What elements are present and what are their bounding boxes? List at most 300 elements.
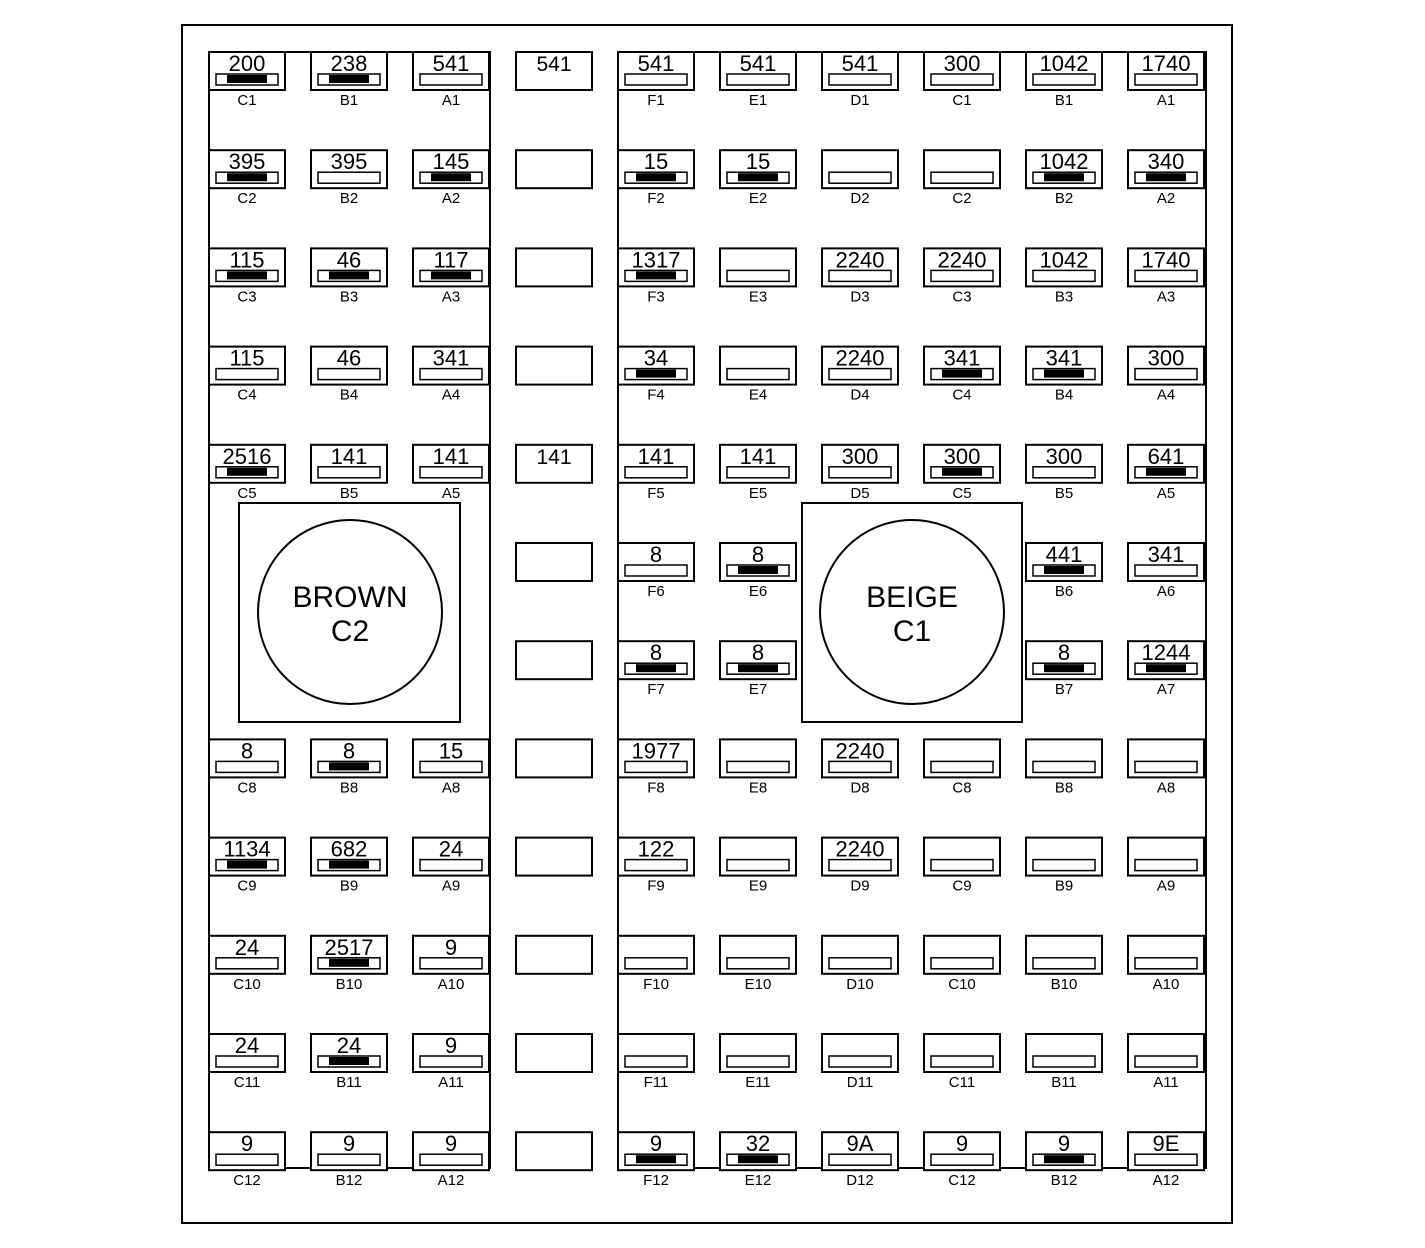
terminal-cavity (720, 542, 796, 600)
cavity-slot (829, 172, 891, 183)
circuit-number: 300 (943, 443, 981, 469)
terminal-cavity (618, 444, 694, 502)
terminal-cavity (618, 837, 694, 895)
terminal-cavity (720, 936, 796, 993)
middle-cavity-outline (516, 641, 592, 679)
circuit-number: 24 (438, 836, 464, 862)
cavity-label: E4 (748, 386, 768, 404)
middle-circuit-number: 541 (536, 53, 572, 76)
cavity-label: B6 (1054, 583, 1074, 600)
circuit-number: 24 (234, 1033, 260, 1058)
circuit-number: 1977 (631, 738, 681, 764)
cavity-slot (625, 1056, 687, 1067)
terminal-fill-bar (329, 1057, 369, 1065)
circuit-number: 300 (1147, 345, 1185, 371)
connector-c1-marker (802, 503, 1022, 722)
cavity-slot (1135, 761, 1197, 772)
terminal-cavity (720, 444, 796, 502)
terminal-fill-bar (738, 566, 778, 574)
terminal-fill-bar (1044, 370, 1084, 378)
terminal-cavity (311, 1131, 387, 1189)
cavity-label: A9 (441, 877, 461, 895)
middle-cavity-outline (516, 1132, 592, 1170)
cavity-label: D10 (846, 975, 874, 993)
cavity-label: F11 (643, 1074, 669, 1091)
circuit-number: 300 (841, 443, 879, 469)
terminal-fill-bar (636, 271, 676, 279)
circuit-number: 24 (234, 934, 260, 960)
cavity-label: A4 (1156, 386, 1176, 404)
terminal-cavity (720, 149, 796, 207)
terminal-cavity (311, 1033, 387, 1091)
cavity-label: C4 (952, 386, 972, 404)
terminal-cavity (209, 1131, 285, 1189)
circuit-number: 9 (444, 1033, 458, 1058)
terminal-cavity (1026, 542, 1102, 600)
circuit-number: 15 (745, 149, 771, 175)
circuit-number: 1042 (1039, 51, 1089, 76)
terminal-cavity (413, 738, 489, 796)
terminal-cavity (209, 346, 285, 404)
terminal-fill-bar (636, 664, 676, 672)
circuit-number: 341 (432, 345, 470, 371)
circuit-number: 541 (432, 51, 470, 76)
middle-cavity (516, 543, 592, 581)
cavity-label: F9 (647, 877, 665, 895)
terminal-cavity (924, 936, 1000, 993)
terminal-cavity (209, 738, 285, 796)
terminal-cavity (1128, 838, 1204, 895)
terminal-cavity (413, 149, 489, 207)
cavity-label: F12 (643, 1172, 669, 1190)
terminal-fill-bar (227, 173, 267, 181)
cavity-slot (727, 1056, 789, 1067)
terminal-cavity (413, 1033, 489, 1091)
terminal-cavity (618, 346, 694, 404)
middle-cavity (516, 936, 592, 974)
cavity-label: E9 (748, 877, 768, 895)
cavity-label: B2 (339, 190, 359, 208)
cavity-label: C4 (237, 386, 257, 404)
circuit-number: 341 (943, 345, 981, 371)
terminal-cavity (924, 346, 1000, 404)
cavity-label: D3 (850, 288, 870, 306)
cavity-label: B11 (1051, 1074, 1077, 1091)
terminal-fill-bar (1146, 664, 1186, 672)
circuit-number: 395 (330, 149, 368, 175)
terminal-fill-bar (1044, 173, 1084, 181)
circuit-number: 541 (841, 51, 879, 76)
cavity-slot (727, 860, 789, 871)
terminal-cavity (924, 1131, 1000, 1189)
terminal-cavity (822, 837, 898, 895)
circuit-number: 300 (943, 51, 981, 76)
terminal-cavity (1128, 346, 1204, 404)
circuit-number: 1740 (1141, 51, 1191, 76)
middle-cavity (516, 150, 592, 188)
cavity-label: B1 (1054, 92, 1074, 109)
cavity-label: B8 (339, 779, 359, 797)
circuit-number: 2240 (835, 836, 885, 862)
terminal-cavity (413, 1131, 489, 1189)
cavity-label: F7 (647, 681, 665, 699)
terminal-cavity (1026, 149, 1102, 207)
middle-cavity-outline (516, 936, 592, 974)
circuit-number: 8 (1057, 640, 1071, 666)
terminal-fill-bar (1146, 468, 1186, 476)
cavity-label: A1 (441, 92, 461, 109)
terminal-cavity (1026, 247, 1102, 305)
cavity-label: C2 (237, 190, 257, 208)
cavity-label: C12 (948, 1172, 976, 1190)
terminal-cavity (924, 1034, 1000, 1091)
cavity-slot (727, 761, 789, 772)
circuit-number: 682 (330, 836, 368, 862)
middle-cavity (516, 248, 592, 286)
circuit-number: 1042 (1039, 149, 1089, 175)
terminal-fill-bar (431, 271, 471, 279)
middle-cavity (516, 838, 592, 876)
cavity-label: B4 (339, 386, 359, 404)
terminal-cavity (720, 640, 796, 698)
terminal-cavity (822, 936, 898, 993)
cavity-label: F4 (647, 386, 665, 404)
terminal-cavity (1128, 1131, 1204, 1189)
cavity-label: B4 (1054, 386, 1074, 404)
cavity-label: A10 (437, 975, 465, 993)
cavity-slot (931, 172, 993, 183)
terminal-fill-bar (227, 861, 267, 869)
cavity-label: D4 (850, 386, 870, 404)
circuit-number: 541 (637, 51, 675, 76)
circuit-number: 238 (330, 51, 368, 76)
middle-cavity (516, 641, 592, 679)
terminal-fill-bar (738, 173, 778, 181)
terminal-cavity (618, 149, 694, 207)
circuit-number: 9E (1152, 1131, 1180, 1157)
cavity-label: B2 (1054, 190, 1074, 208)
terminal-fill-bar (738, 1155, 778, 1163)
terminal-cavity (1128, 149, 1204, 207)
cavity-label: A6 (1156, 583, 1176, 600)
terminal-fill-bar (636, 173, 676, 181)
circuit-number: 9 (1057, 1131, 1071, 1157)
terminal-fill-bar (329, 861, 369, 869)
cavity-label: B9 (1054, 877, 1074, 895)
cavity-slot (829, 1056, 891, 1067)
terminal-cavity (924, 739, 1000, 796)
circuit-number: 117 (433, 247, 469, 273)
cavity-slot (931, 761, 993, 772)
cavity-label: E2 (748, 190, 768, 208)
cavity-label: D8 (850, 779, 870, 797)
cavity-label: A11 (438, 1074, 464, 1091)
middle-cavity-outline (516, 739, 592, 777)
circuit-number: 46 (336, 345, 362, 371)
cavity-label: C9 (237, 877, 257, 895)
cavity-label: A4 (441, 386, 461, 404)
terminal-fill-bar (329, 271, 369, 279)
connector-c2-color: BROWN (292, 581, 408, 614)
terminal-fill-bar (227, 468, 267, 476)
circuit-number: 340 (1147, 149, 1185, 175)
circuit-number: 1244 (1141, 640, 1191, 666)
terminal-cavity (413, 247, 489, 305)
cavity-slot (1033, 1056, 1095, 1067)
cavity-label: F8 (647, 779, 665, 797)
terminal-cavity (1026, 640, 1102, 698)
middle-cavity-outline (516, 543, 592, 581)
terminal-cavity (822, 51, 898, 109)
circuit-number: 141 (330, 443, 368, 469)
terminal-cavity (209, 247, 285, 305)
middle-circuit-number: 141 (536, 445, 572, 469)
cavity-label: D1 (850, 92, 870, 109)
cavity-slot (727, 270, 789, 281)
terminal-cavity (209, 444, 285, 502)
cavity-label: C10 (948, 975, 976, 993)
terminal-cavity (311, 346, 387, 404)
circuit-number: 141 (739, 443, 777, 469)
circuit-number: 9 (649, 1131, 663, 1157)
terminal-cavity (1026, 346, 1102, 404)
terminal-fill-bar (329, 959, 369, 967)
terminal-cavity (720, 1131, 796, 1189)
cavity-label: C2 (952, 190, 972, 208)
terminal-fill-bar (1044, 566, 1084, 574)
terminal-cavity (822, 738, 898, 796)
cavity-slot (1135, 860, 1197, 871)
terminal-fill-bar (329, 762, 369, 770)
terminal-cavity (720, 838, 796, 895)
cavity-label: B3 (1054, 288, 1074, 306)
circuit-number: 2240 (835, 247, 885, 273)
cavity-slot (727, 369, 789, 380)
cavity-label: C12 (233, 1172, 261, 1190)
middle-terminal-column (516, 52, 592, 1170)
circuit-number: 141 (432, 443, 470, 469)
cavity-label: D2 (850, 190, 870, 208)
terminal-cavity (1026, 739, 1102, 796)
cavity-label: C1 (952, 92, 972, 109)
circuit-number: 15 (438, 738, 464, 764)
middle-cavity-outline (516, 248, 592, 286)
terminal-cavity (1128, 247, 1204, 305)
terminal-cavity (822, 444, 898, 502)
circuit-number: 9 (955, 1131, 969, 1157)
terminal-cavity (311, 837, 387, 895)
cavity-label: B11 (336, 1074, 362, 1091)
circuit-number: 8 (649, 640, 663, 666)
terminal-fill-bar (738, 664, 778, 672)
circuit-number: 32 (745, 1131, 771, 1157)
terminal-cavity (1128, 444, 1204, 502)
terminal-fill-bar (227, 75, 267, 83)
connector-c1-id: C1 (892, 615, 932, 648)
cavity-label: C11 (233, 1074, 261, 1091)
cavity-label: D9 (850, 877, 870, 895)
terminal-cavity (618, 247, 694, 305)
terminal-cavity (1026, 1131, 1102, 1189)
circuit-number: 9 (240, 1131, 254, 1157)
terminal-cavity (618, 738, 694, 796)
cavity-label: C11 (948, 1074, 976, 1091)
middle-cavity (516, 1132, 592, 1170)
terminal-cavity (822, 1034, 898, 1091)
terminal-fill-bar (636, 370, 676, 378)
cavity-label: F1 (647, 92, 665, 109)
cavity-label: C9 (952, 877, 972, 895)
terminal-cavity (209, 51, 285, 109)
terminal-cavity (618, 542, 694, 600)
circuit-number: 395 (228, 149, 266, 175)
cavity-label: B9 (339, 877, 359, 895)
terminal-cavity (924, 247, 1000, 305)
circuit-number: 1317 (631, 247, 681, 273)
terminal-cavity (618, 51, 694, 109)
cavity-label: B10 (335, 975, 363, 993)
circuit-number: 8 (751, 542, 765, 567)
middle-cavity-outline (516, 150, 592, 188)
cavity-label: A11 (1153, 1074, 1179, 1091)
terminal-cavity (209, 837, 285, 895)
terminal-fill-bar (329, 75, 369, 83)
circuit-number: 8 (649, 542, 663, 567)
terminal-cavity (720, 1034, 796, 1091)
connector-c2-id: C2 (330, 615, 370, 648)
circuit-number: 115 (229, 247, 265, 273)
terminal-cavity (1128, 1034, 1204, 1091)
terminal-cavity (1026, 838, 1102, 895)
cavity-label: E11 (745, 1074, 771, 1091)
cavity-label: F2 (647, 190, 665, 208)
terminal-cavity (209, 935, 285, 993)
cavity-label: E7 (748, 681, 768, 699)
terminal-cavity (1128, 51, 1204, 109)
cavity-label: A8 (441, 779, 461, 797)
terminal-cavity (413, 444, 489, 502)
circuit-number: 441 (1045, 542, 1083, 567)
cavity-label: B12 (1050, 1172, 1078, 1190)
circuit-number: 15 (643, 149, 669, 175)
cavity-label: A9 (1156, 877, 1176, 895)
cavity-label: C5 (952, 484, 972, 502)
cavity-label: B3 (339, 288, 359, 306)
cavity-label: F5 (647, 484, 665, 502)
circuit-number: 8 (240, 738, 254, 764)
terminal-cavity (822, 150, 898, 207)
terminal-cavity (413, 935, 489, 993)
circuit-number: 541 (739, 51, 777, 76)
terminal-cavity (1128, 936, 1204, 993)
cavity-label: A1 (1156, 92, 1176, 109)
cavity-label: A5 (441, 484, 461, 502)
middle-cavity-outline (516, 1034, 592, 1072)
cavity-label: B7 (1054, 681, 1074, 699)
cavity-slot (1033, 860, 1095, 871)
cavity-label: E8 (748, 779, 768, 797)
cavity-label: C1 (237, 92, 257, 109)
circuit-number: 8 (342, 738, 356, 764)
circuit-number: 341 (1045, 345, 1083, 371)
terminal-cavity (822, 247, 898, 305)
middle-cavity (516, 1034, 592, 1072)
terminal-fill-bar (1146, 173, 1186, 181)
cavity-label: C8 (237, 779, 257, 797)
circuit-number: 2516 (222, 443, 272, 469)
cavity-label: D12 (846, 1172, 874, 1190)
circuit-number: 9 (342, 1131, 356, 1157)
cavity-label: F6 (647, 583, 665, 600)
terminal-cavity (1128, 640, 1204, 698)
cavity-label: A3 (1156, 288, 1176, 306)
circuit-number: 122 (637, 836, 675, 862)
terminal-cavity (413, 837, 489, 895)
terminal-cavity (1026, 1034, 1102, 1091)
cavity-label: B8 (1054, 779, 1074, 797)
terminal-fill-bar (431, 173, 471, 181)
circuit-number: 9 (444, 1131, 458, 1157)
cavity-label: B5 (1054, 484, 1074, 502)
middle-cavity (516, 52, 592, 90)
cavity-label: F3 (647, 288, 665, 306)
circuit-number: 2240 (835, 738, 885, 764)
cavity-label: A12 (1152, 1172, 1180, 1190)
circuit-number: 1042 (1039, 247, 1089, 273)
cavity-label: B12 (335, 1172, 363, 1190)
terminal-fill-bar (942, 468, 982, 476)
cavity-label: B1 (339, 92, 359, 109)
terminal-cavity (311, 247, 387, 305)
cavity-slot (931, 958, 993, 969)
cavity-label: A2 (1156, 190, 1176, 208)
circuit-number: 145 (432, 149, 470, 175)
circuit-number: 115 (229, 345, 265, 371)
terminal-cavity (822, 346, 898, 404)
cavity-label: D5 (850, 484, 870, 502)
middle-cavity-outline (516, 347, 592, 385)
cavity-label: C10 (233, 975, 261, 993)
cavity-slot (1135, 1056, 1197, 1067)
cavity-label: B10 (1050, 975, 1078, 993)
middle-cavity (516, 347, 592, 385)
terminal-cavity (924, 51, 1000, 109)
terminal-cavity (413, 51, 489, 109)
cavity-slot (931, 860, 993, 871)
terminal-fill-bar (636, 1155, 676, 1163)
terminal-cavity (1128, 739, 1204, 796)
terminal-cavity (924, 150, 1000, 207)
terminal-cavity (618, 640, 694, 698)
terminal-cavity (720, 51, 796, 109)
terminal-cavity (618, 1034, 694, 1091)
cavity-label: A12 (437, 1172, 465, 1190)
circuit-number: 9 (444, 934, 458, 960)
cavity-label: A10 (1152, 975, 1180, 993)
circuit-number: 300 (1045, 443, 1083, 469)
circuit-number: 8 (751, 640, 765, 666)
middle-cavity (516, 739, 592, 777)
terminal-cavity (924, 444, 1000, 502)
circuit-number: 2240 (835, 345, 885, 371)
terminal-fill-bar (227, 271, 267, 279)
terminal-cavity (311, 149, 387, 207)
terminal-cavity (1026, 51, 1102, 109)
cavity-slot (1135, 958, 1197, 969)
cavity-label: C5 (237, 484, 257, 502)
cavity-label: E1 (748, 92, 768, 109)
connector-c1-color: BEIGE (866, 581, 958, 614)
